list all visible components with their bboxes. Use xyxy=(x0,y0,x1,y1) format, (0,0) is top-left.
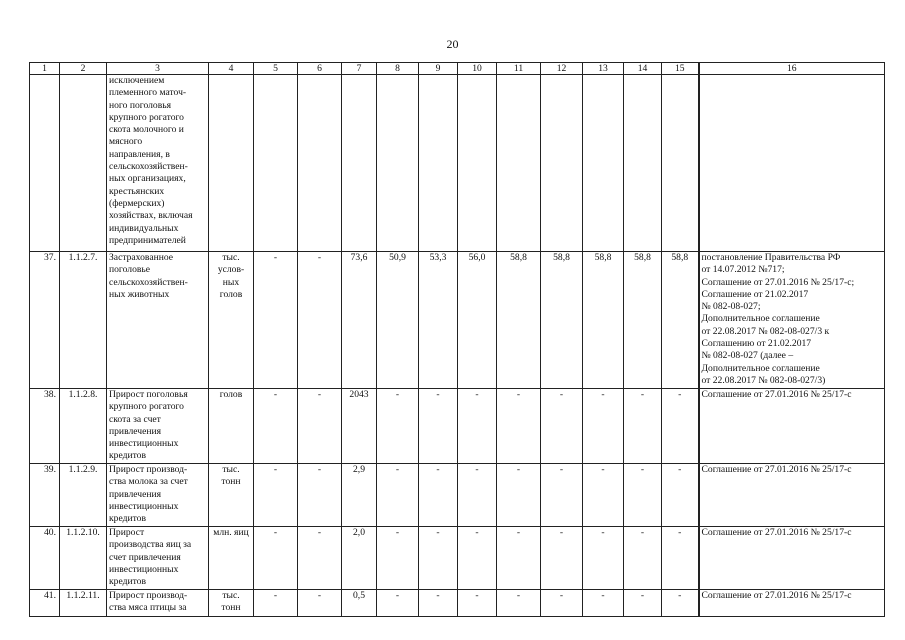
value-cell: - xyxy=(377,590,419,617)
value-cell: - xyxy=(583,590,624,617)
item-code: 1.1.2.10. xyxy=(60,527,107,590)
value-cell: 58,8 xyxy=(624,252,662,389)
value-cell: 2,9 xyxy=(342,464,377,527)
value-cell: - xyxy=(497,527,541,590)
value-cell: 58,8 xyxy=(583,252,624,389)
indicator-name: Прирост производ- ства мяса птицы за xyxy=(107,590,209,617)
value-cell: - xyxy=(377,527,419,590)
value-cell: - xyxy=(377,389,419,464)
value-cell: - xyxy=(583,527,624,590)
column-number-row xyxy=(30,63,885,75)
header-cell: 15 xyxy=(662,63,699,75)
indicator-name: Прирост поголовья крупного рогатого скота за счет привлечения инвестиционных кредитов xyxy=(107,389,209,464)
table-row xyxy=(30,252,885,389)
header-cell: 5 xyxy=(254,63,298,75)
legal-basis: Соглашение от 27.01.2016 № 25/17-с xyxy=(699,590,885,617)
value-cell: - xyxy=(624,527,662,590)
value-cell: - xyxy=(662,590,699,617)
value-cell: - xyxy=(254,527,298,590)
value-cell: - xyxy=(583,389,624,464)
value-cell: - xyxy=(254,389,298,464)
header-cell: 16 xyxy=(699,63,885,75)
value-cell: - xyxy=(497,590,541,617)
header-cell: 1 xyxy=(30,63,60,75)
header-cell: 2 xyxy=(60,63,107,75)
row-number: 39. xyxy=(30,464,60,527)
header-cell: 11 xyxy=(497,63,541,75)
indicators-table xyxy=(29,62,885,617)
value-cell: - xyxy=(419,527,458,590)
header-cell: 6 xyxy=(298,63,342,75)
value-cell: - xyxy=(662,464,699,527)
row-number: 38. xyxy=(30,389,60,464)
value-cell: 58,8 xyxy=(662,252,699,389)
legal-basis: Соглашение от 27.01.2016 № 25/17-с xyxy=(699,527,885,590)
table-row xyxy=(30,464,885,527)
value-cell: 0,5 xyxy=(342,590,377,617)
value-cell: - xyxy=(541,464,583,527)
table-row xyxy=(30,389,885,464)
value-cell: 56,0 xyxy=(458,252,497,389)
indicator-name: исключением племенного маточ- ного поголовья крупного рогатого скота молочного и мясного направления, в сельскохозяйствен- ных организациях, крестьянских (фермерских) хозяйствах, включая индивидуальных предпринимателей xyxy=(107,75,209,252)
value-cell: 2,0 xyxy=(342,527,377,590)
indicator-name: Застрахованное поголовье сельскохозяйствен- ных животных xyxy=(107,252,209,389)
header-cell: 12 xyxy=(541,63,583,75)
table-row-continuation xyxy=(30,75,885,252)
value-cell: - xyxy=(541,389,583,464)
value-cell: - xyxy=(419,464,458,527)
header-cell: 9 xyxy=(419,63,458,75)
unit: тыс. услов- ных голов xyxy=(209,252,254,389)
value-cell: 58,8 xyxy=(541,252,583,389)
value-cell: - xyxy=(662,389,699,464)
value-cell: - xyxy=(298,527,342,590)
header-cell: 7 xyxy=(342,63,377,75)
value-cell: - xyxy=(662,527,699,590)
page-number: 20 xyxy=(446,37,459,51)
value-cell: - xyxy=(624,389,662,464)
value-cell: - xyxy=(458,590,497,617)
value-cell: 50,9 xyxy=(377,252,419,389)
value-cell: 58,8 xyxy=(497,252,541,389)
unit: тыс. тонн xyxy=(209,464,254,527)
value-cell: - xyxy=(254,252,298,389)
value-cell: - xyxy=(458,527,497,590)
value-cell: - xyxy=(624,590,662,617)
value-cell: - xyxy=(298,252,342,389)
table-row xyxy=(30,590,885,617)
value-cell: - xyxy=(254,464,298,527)
row-number: 40. xyxy=(30,527,60,590)
value-cell: 73,6 xyxy=(342,252,377,389)
unit: тыс. тонн xyxy=(209,590,254,617)
item-code: 1.1.2.11. xyxy=(60,590,107,617)
value-cell: - xyxy=(377,464,419,527)
row-number: 41. xyxy=(30,590,60,617)
value-cell: - xyxy=(419,389,458,464)
value-cell: - xyxy=(298,464,342,527)
legal-basis: постановление Правительства РФ от 14.07.2012 №717; Соглашение от 27.01.2016 № 25/17-с; Соглашение от 21.02.2017 № 082-08-027; Дополнительное соглашение от 22.08.2017 № 082-08-027/3 к Соглашению от 21.02.2017 № 082-08-027 (далее – Дополнительное соглашение от 22.08.2017 № 082-08-027/3) xyxy=(699,252,885,389)
row-number: 37. xyxy=(30,252,60,389)
value-cell: - xyxy=(497,464,541,527)
legal-basis: Соглашение от 27.01.2016 № 25/17-с xyxy=(699,389,885,464)
value-cell: - xyxy=(541,527,583,590)
indicator-name: Прирост производства яиц за счет привлечения инвестиционных кредитов xyxy=(107,527,209,590)
value-cell: - xyxy=(624,464,662,527)
header-cell: 8 xyxy=(377,63,419,75)
value-cell: - xyxy=(419,590,458,617)
header-cell: 10 xyxy=(458,63,497,75)
item-code: 1.1.2.7. xyxy=(60,252,107,389)
value-cell: - xyxy=(458,389,497,464)
header-cell: 13 xyxy=(583,63,624,75)
value-cell: - xyxy=(298,590,342,617)
unit: млн. яиц xyxy=(209,527,254,590)
value-cell: 2043 xyxy=(342,389,377,464)
value-cell: - xyxy=(298,389,342,464)
header-cell: 14 xyxy=(624,63,662,75)
value-cell: 53,3 xyxy=(419,252,458,389)
indicator-name: Прирост производ- ства молока за счет привлечения инвестиционных кредитов xyxy=(107,464,209,527)
unit: голов xyxy=(209,389,254,464)
header-cell: 4 xyxy=(209,63,254,75)
value-cell: - xyxy=(497,389,541,464)
value-cell: - xyxy=(458,464,497,527)
item-code: 1.1.2.9. xyxy=(60,464,107,527)
value-cell: - xyxy=(254,590,298,617)
table-row xyxy=(30,527,885,590)
header-cell: 3 xyxy=(107,63,209,75)
value-cell: - xyxy=(541,590,583,617)
item-code: 1.1.2.8. xyxy=(60,389,107,464)
value-cell: - xyxy=(583,464,624,527)
legal-basis: Соглашение от 27.01.2016 № 25/17-с xyxy=(699,464,885,527)
